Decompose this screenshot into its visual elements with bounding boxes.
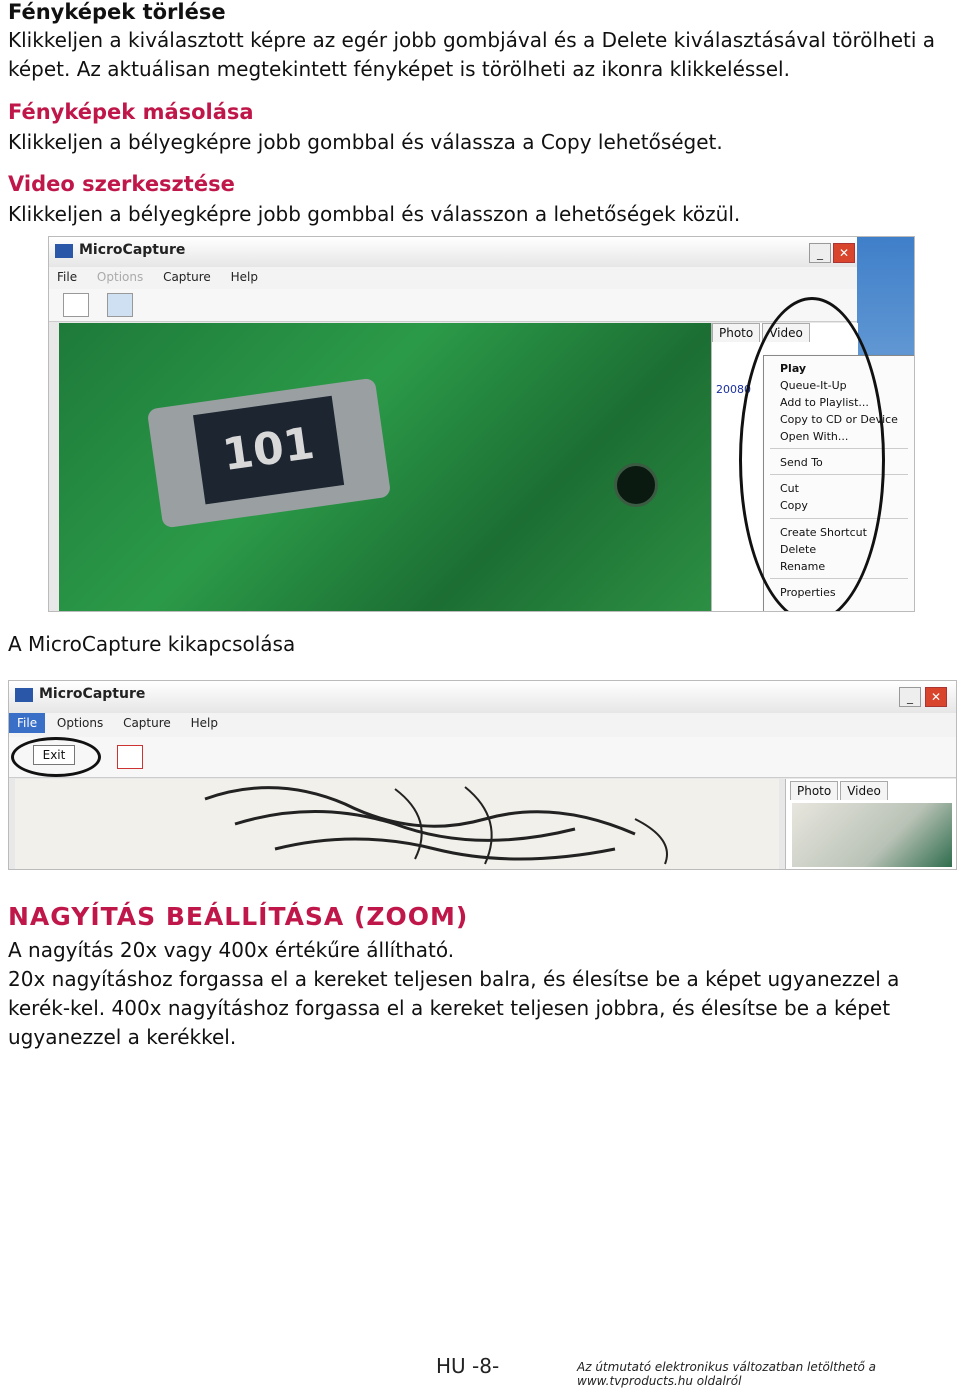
menu-help[interactable]: Help [190,716,218,730]
section-title-photo-copy: Fényképek másolása [8,100,254,124]
menu-item-properties[interactable]: Properties [780,586,836,599]
microscope-image-pcb [59,323,711,611]
zoom-text-2: 20x nagyításhoz forgassa el a kereket teljesen balra, és élesítse be a képet ugyanezzel a kerék-kel. 400x nagyításhoz forgassa el a kereket teljesen jobbra, és élesítse be a képet ugyanezzel a kerékkel. [8,967,900,1049]
exit-menu-item[interactable]: Exit [33,745,75,765]
window-title: MicroCapture [39,686,146,702]
fullscreen-icon[interactable] [117,745,143,769]
thumbnail-image[interactable] [792,803,952,867]
zoom-text-1: A nagyítás 20x vagy 400x értékűre állítható. [8,938,455,962]
menu-capture[interactable]: Capture [123,716,171,730]
section-title-video-edit: Video szerkesztése [8,172,235,196]
app-icon [55,244,73,258]
thumbnail-label[interactable]: 20080 [716,383,751,396]
screenshot-exit [8,680,957,870]
resistor-image [147,378,391,529]
menu-file[interactable]: File [9,713,45,733]
menu-item-cut[interactable]: Cut [780,482,799,495]
window-titlebar [49,237,857,267]
menu-item-rename[interactable]: Rename [780,560,826,573]
camera-icon[interactable] [107,293,133,317]
section-text-photo-delete: Klikkeljen a kiválasztott képre az egér jobb gombjával és a Delete kiválasztásával törölheti a képet. Az aktuálisan megtekintett fényképet is törölheti az ikonra klikkeléssel. [8,28,936,81]
menu-item-play[interactable]: Play [780,362,807,375]
menu-item-open-with[interactable]: Open With... [780,430,849,443]
window-title: MicroCapture [79,242,186,258]
tab-video[interactable]: Video [840,781,888,800]
screenshot-video-context-menu [48,236,915,612]
page-number: HU -8- [436,1354,500,1378]
menubar [49,267,857,289]
section-text-video-edit: Klikkeljen a bélyegképre jobb gombbal és válasszon a lehetőségek közül. [8,202,741,226]
menu-item-send-to[interactable]: Send To [780,456,823,469]
caption-exit: A MicroCapture kikapcsolása [8,632,296,656]
section-title-photo-delete: Fényképek törlése [8,0,226,24]
app-icon [15,688,33,702]
footer-note: Az útmutató elektronikus változatban letölthető a www.tvproducts.hu oldalról [577,1360,877,1388]
menu-options[interactable]: Options [56,716,104,730]
menu-file[interactable]: File [57,270,78,284]
sketch-drawing [15,779,779,869]
snapshot-icon[interactable] [63,293,89,317]
resistor-code: 101 [193,396,344,505]
section-title-zoom: NAGYÍTÁS BEÁLLÍTÁSA (ZOOM) [8,902,469,931]
close-icon[interactable]: ✕ [833,243,855,263]
menu-item-add-playlist[interactable]: Add to Playlist... [780,396,869,409]
tab-video[interactable]: Video [762,323,810,342]
via-hole [614,463,658,507]
panel-tabs [790,781,890,800]
minimize-icon[interactable]: _ [899,687,921,707]
close-icon[interactable]: ✕ [925,687,947,707]
highlight-ellipse [11,737,101,777]
section-text-photo-copy: Klikkeljen a bélyegképre jobb gombbal és válassza a Copy lehetőséget. [8,130,723,154]
toolbar [9,737,956,778]
menu-help[interactable]: Help [230,270,258,284]
tab-photo[interactable]: Photo [712,323,760,342]
menu-item-create-shortcut[interactable]: Create Shortcut [780,526,867,539]
menu-capture[interactable]: Capture [163,270,211,284]
thumbnail-panel [785,779,957,869]
menubar [9,713,956,737]
highlight-ellipse [739,297,885,612]
menu-item-copy[interactable]: Copy [780,499,808,512]
microscope-image-sketch [15,779,779,869]
tab-photo[interactable]: Photo [790,781,838,800]
menu-item-queue[interactable]: Queue-It-Up [780,379,847,392]
toolbar [49,289,857,322]
menu-options[interactable]: Options [96,270,144,284]
minimize-icon[interactable]: _ [809,243,831,263]
menu-item-delete[interactable]: Delete [780,543,817,556]
menu-item-copy-cd[interactable]: Copy to CD or Device [780,413,898,426]
window-titlebar [9,681,956,713]
